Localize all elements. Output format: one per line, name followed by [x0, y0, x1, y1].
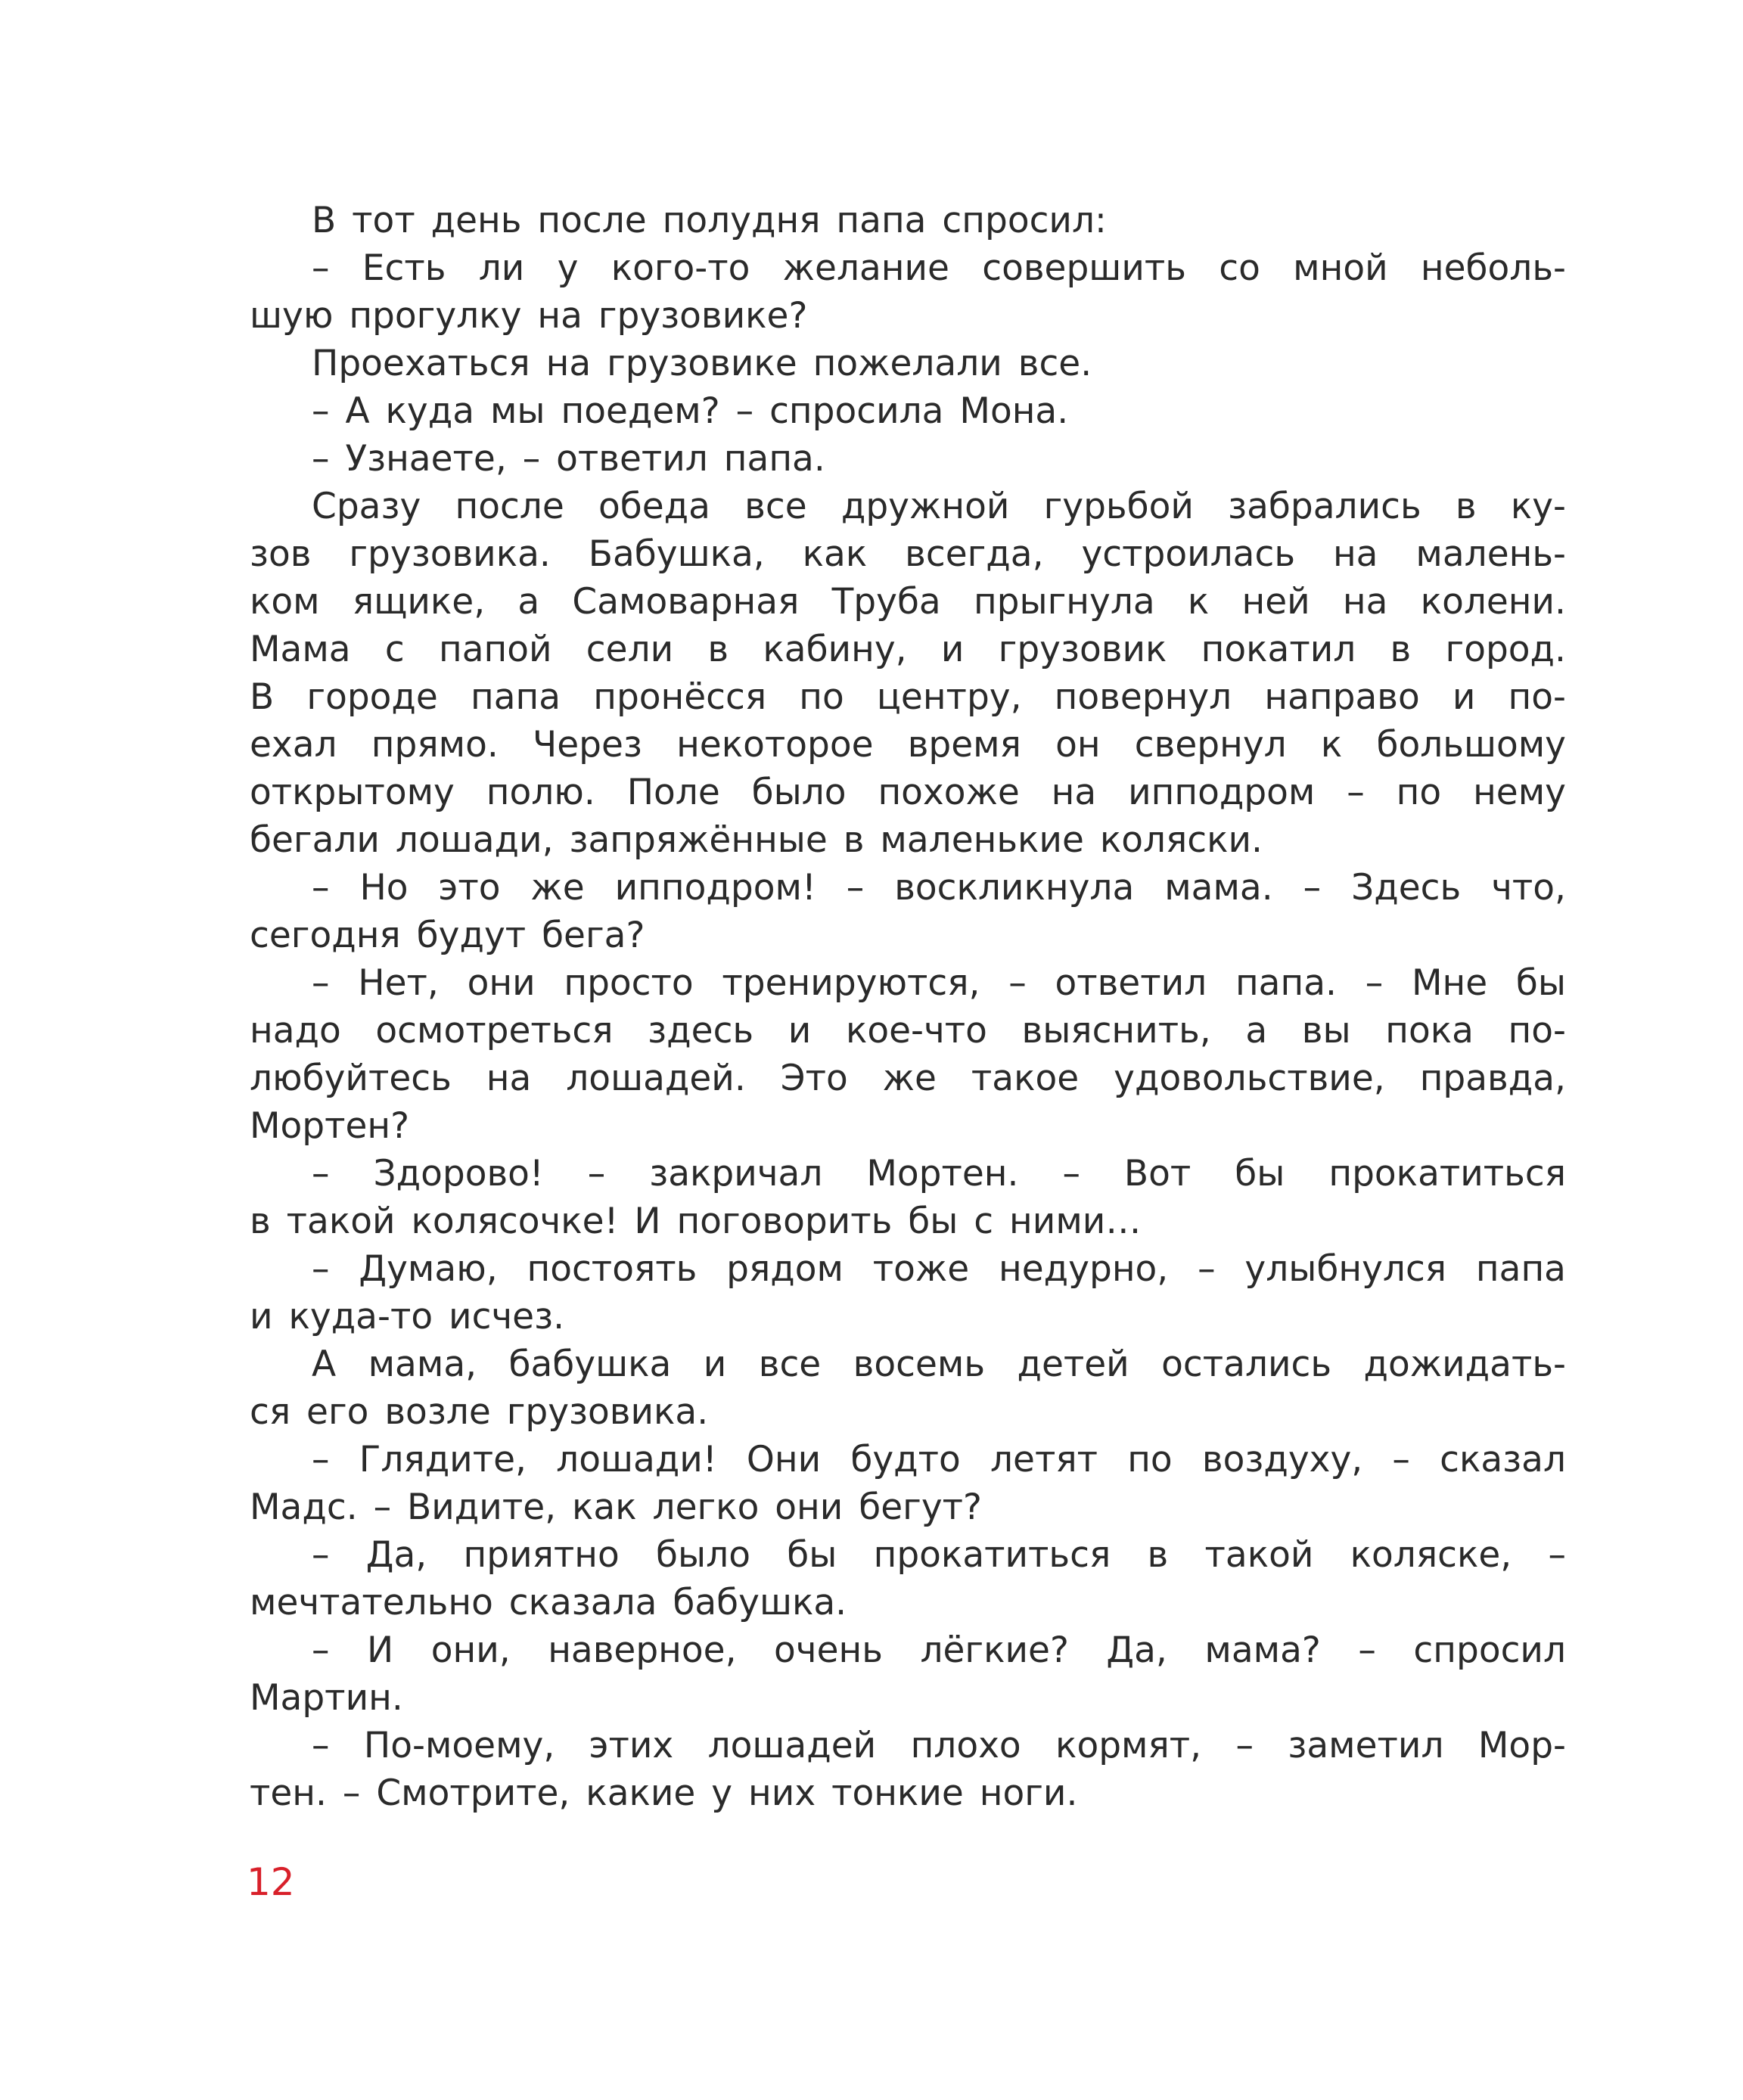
text-line: – Узнаете, – ответил папа.	[312, 438, 825, 480]
text-line: – И они, наверное, очень лёгкие? Да, мама? – спросил	[312, 1629, 1566, 1671]
text-line: тен. – Смотрите, какие у них тонкие ноги.	[250, 1772, 1078, 1814]
text-line: ехал прямо. Через некоторое время он свернул к большому	[250, 724, 1566, 766]
text-line: шую прогулку на грузовике?	[250, 295, 808, 337]
text-line: Мортен?	[250, 1105, 410, 1147]
text-line: – Есть ли у кого-то желание совершить со мной неболь-	[312, 247, 1566, 289]
text-line: – Глядите, лошади! Они будто летят по воздуху, – сказал	[312, 1439, 1566, 1480]
text-line: в такой колясочке! И поговорить бы с ними…	[250, 1201, 1142, 1242]
text-line: бегали лошади, запряжённые в маленькие коляски.	[250, 819, 1263, 861]
text-line: А мама, бабушка и все восемь детей остались дожидать-	[312, 1344, 1566, 1385]
text-line: сегодня будут бега?	[250, 915, 645, 956]
story-text	[250, 197, 1566, 1817]
text-line: – А куда мы поедем? – спросила Мона.	[312, 390, 1069, 432]
text-line: В городе папа пронёсся по центру, повернул направо и по-	[250, 676, 1566, 718]
text-line: – Но это же ипподром! – воскликнула мама. – Здесь что,	[312, 867, 1566, 909]
text-line: любуйтесь на лошадей. Это же такое удовольствие, правда,	[250, 1058, 1566, 1099]
text-line: и куда-то исчез.	[250, 1296, 565, 1337]
text-line: ся его возле грузовика.	[250, 1391, 709, 1433]
text-line: Мама с папой сели в кабину, и грузовик покатил в город.	[250, 629, 1566, 670]
text-line: зов грузовика. Бабушка, как всегда, устроилась на малень-	[250, 533, 1566, 575]
text-line: Мадс. – Видите, как легко они бегут?	[250, 1486, 982, 1528]
text-line: – Нет, они просто тренируются, – ответил папа. – Мне бы	[312, 962, 1566, 1004]
text-line: – Думаю, постоять рядом тоже недурно, – улыбнулся папа	[312, 1248, 1566, 1290]
text-line: надо осмотреться здесь и кое-что выяснить, а вы пока по-	[250, 1010, 1566, 1052]
text-line: В тот день после полудня папа спросил:	[312, 200, 1107, 241]
text-line: – По-моему, этих лошадей плохо кормят, – заметил Мор-	[312, 1725, 1566, 1766]
text-line: Проехаться на грузовике пожелали все.	[312, 343, 1092, 384]
text-line: ком ящике, а Самоварная Труба прыгнула к ней на колени.	[250, 581, 1566, 623]
text-line: – Да, приятно было бы прокатиться в такой коляске, –	[312, 1534, 1566, 1576]
text-line: открытому полю. Поле было похоже на ипподром – по нему	[250, 772, 1566, 813]
text-line: мечтательно сказала бабушка.	[250, 1582, 847, 1623]
text-line: Мартин.	[250, 1677, 403, 1719]
text-line: – Здорово! – закричал Мортен. – Вот бы прокатиться	[312, 1153, 1566, 1194]
page-number: 12	[247, 1860, 295, 1904]
text-line: Сразу после обеда все дружной гурьбой забрались в ку-	[312, 486, 1566, 527]
